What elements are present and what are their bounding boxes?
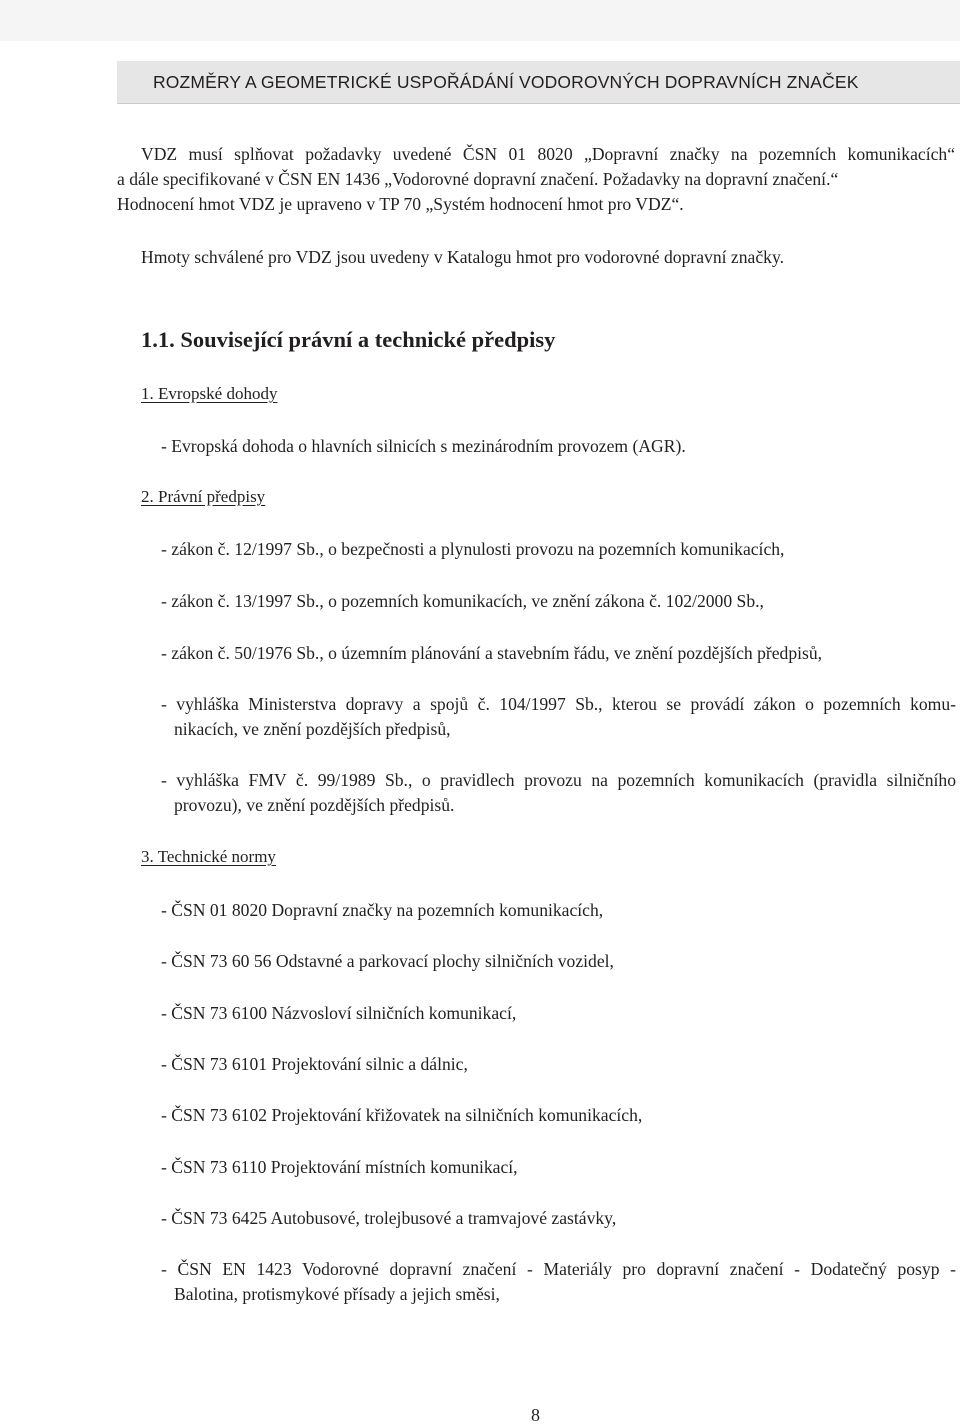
part3-item-1: - ČSN 01 8020 Dopravní značky na pozemních komunikacích, <box>161 900 604 920</box>
part3-item-5: - ČSN 73 6102 Projektování křižovatek na silničních komunikacích, <box>161 1105 643 1125</box>
part3-item-6: - ČSN 73 6110 Projektování místních komunikací, <box>161 1157 518 1177</box>
part2-item-3: - zákon č. 50/1976 Sb., o územním plánování a stavebním řádu, ve znění pozdějších předpisů, <box>161 643 823 663</box>
part2-item-5-continued: provozu), ve znění pozdějších předpisů. <box>174 795 455 815</box>
intro-line-1: VDZ musí splňovat požadavky uvedené ČSN 01 8020 „Dopravní značky na pozemních komunikacích“ <box>141 144 955 164</box>
part1-item-1: - Evropská dohoda o hlavních silnicích s mezinárodním provozem (AGR). <box>161 436 686 456</box>
chapter-title: ROZMĚRY A GEOMETRICKÉ USPOŘÁDÁNÍ VODOROVNÝCH DOPRAVNÍCH ZNAČEK <box>153 72 859 92</box>
part3-item-2: - ČSN 73 60 56 Odstavné a parkovací plochy silničních vozidel, <box>161 951 614 971</box>
part3-title: 3. Technické normy <box>141 847 276 866</box>
intro-paragraph-2: Hmoty schválené pro VDZ jsou uvedeny v Katalogu hmot pro vodorovné dopravní značky. <box>141 247 785 267</box>
chapter-header <box>117 61 960 104</box>
part2-item-4-continued: nikacích, ve znění pozdějších předpisů, <box>174 719 451 739</box>
part2-title: 2. Právní předpisy <box>141 487 266 506</box>
part2-item-5: - vyhláška FMV č. 99/1989 Sb., o pravidlech provozu na pozemních komunikacích (pravidla silničního <box>161 770 956 790</box>
part2-item-4: - vyhláška Ministerstva dopravy a spojů č. 104/1997 Sb., kterou se provádí zákon o pozemních komu- <box>161 694 956 714</box>
part3-item-4: - ČSN 73 6101 Projektování silnic a dálnic, <box>161 1054 468 1074</box>
part2-item-2: - zákon č. 13/1997 Sb., o pozemních komunikacích, ve znění zákona č. 102/2000 Sb., <box>161 591 764 611</box>
part3-item-3: - ČSN 73 6100 Názvosloví silničních komunikací, <box>161 1003 517 1023</box>
section-heading: 1.1. Související právní a technické předpisy <box>141 327 556 352</box>
part1-title: 1. Evropské dohody <box>141 384 278 403</box>
intro-line-3: Hodnocení hmot VDZ je upraveno v TP 70 „Systém hodnocení hmot pro VDZ“. <box>117 194 684 214</box>
part3-item-7: - ČSN 73 6425 Autobusové, trolejbusové a tramvajové zastávky, <box>161 1208 617 1228</box>
page-number: 8 <box>531 1405 540 1425</box>
top-margin-bar <box>0 0 960 41</box>
intro-line-2: a dále specifikované v ČSN EN 1436 „Vodorovné dopravní značení. Požadavky na dopravní značení.“ <box>117 169 839 189</box>
part3-item-8: - ČSN EN 1423 Vodorovné dopravní značení - Materiály pro dopravní značení - Dodatečný posyp - <box>161 1259 956 1279</box>
part3-item-8-continued: Balotina, protismykové přísady a jejich směsi, <box>174 1284 500 1304</box>
part2-item-1: - zákon č. 12/1997 Sb., o bezpečnosti a plynulosti provozu na pozemních komunikacích, <box>161 539 785 559</box>
